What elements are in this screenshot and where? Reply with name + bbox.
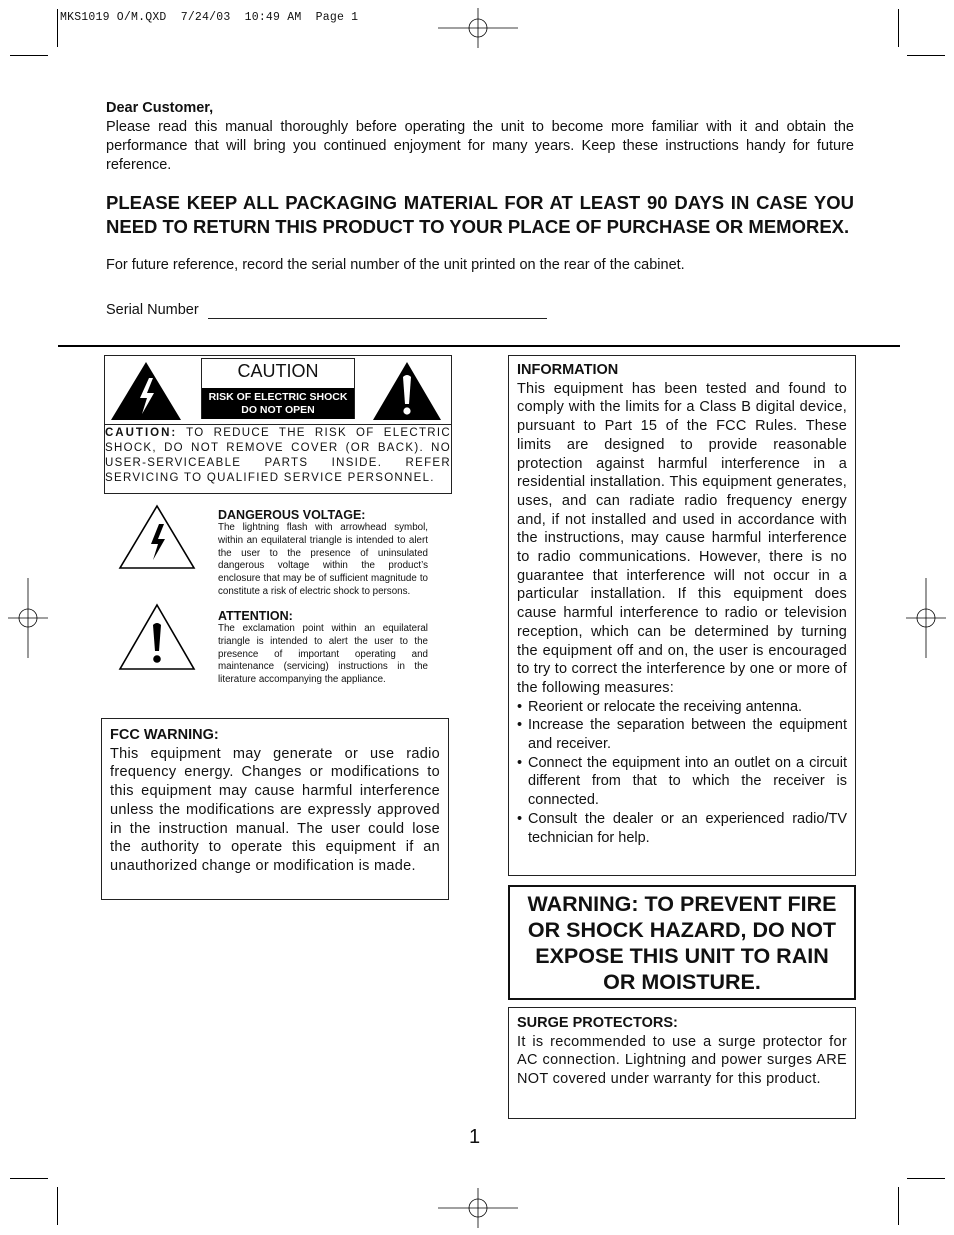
caution-label <box>201 358 355 419</box>
caution-word: CAUTION <box>237 361 319 381</box>
serial-label: Serial Number <box>106 302 199 318</box>
attention-section <box>218 609 428 687</box>
risk-of-shock-banner <box>202 388 354 419</box>
fire-shock-warning-text: WARNING: TO PREVENT FIRE OR SHOCK HAZARD, DO NOT EXPOSE THIS UNIT TO RAIN OR MOISTURE. <box>527 891 837 994</box>
crop-mark <box>10 55 48 56</box>
section-divider <box>58 345 900 347</box>
caution-rule <box>105 424 451 425</box>
list-item: • Reorient or relocate the receiving antenna. <box>517 698 847 717</box>
caution-text-body: TO REDUCE THE RISK OF ELECTRIC SHOCK, DO NOT REMOVE COVER (OR BACK). NO USER-SERVICEABLE PARTS INSIDE. REFER SERVICING TO QUALIFIED SERVICE PERSONNEL. <box>105 427 451 484</box>
dangerous-voltage-text: The lightning flash with arrowhead symbol, within an equilateral triangle is intended to alert the user to the presence of uninsulated dangerous voltage within the product’s enclosure that may be of sufficient magnitude to constitute a risk of electric shock to persons. <box>218 522 428 597</box>
print-slug: MKS1019 O/M.QXD 7/24/03 10:49 AM Page 1 <box>60 11 359 24</box>
list-item: • Connect the equipment into an outlet on a circuit different from that to which the receiver is connected. <box>517 754 847 810</box>
caution-text <box>105 426 451 486</box>
serial-instruction: For future reference, record the serial number of the unit printed on the rear of the cabinet. <box>106 257 685 273</box>
dangerous-voltage-section <box>218 508 428 599</box>
greeting <box>106 99 854 175</box>
crop-mark <box>57 9 58 47</box>
information-box <box>508 355 856 876</box>
packaging-notice: PLEASE KEEP ALL PACKAGING MATERIAL FOR AT LEAST 90 DAYS IN CASE YOU NEED TO RETURN THIS PRODUCT TO YOUR PLACE OF PURCHASE OR MEMOREX. <box>106 192 854 237</box>
surge-protectors-box <box>508 1007 856 1119</box>
registration-mark-icon <box>438 8 518 48</box>
fcc-warning-text: This equipment may generate or use radio frequency energy. Changes or modifications to this equipment may cause harmful interference unless the modifications are expressly approved in the instruction manual. The user could lose the authority to operate this equipment if an unauthorized change or modification is made. <box>110 745 440 874</box>
caution-panel <box>104 355 452 494</box>
crop-mark <box>907 55 945 56</box>
greeting-body: Please read this manual thoroughly before operating the unit to become more familiar with it and obtain the performance that will bring you continued enjoyment for many years. Keep these instructions handy for future reference. <box>106 119 854 173</box>
information-text: This equipment has been tested and found to comply with the limits for a Class B digital device, pursuant to Part 15 of the FCC Rules. These limits are designed to provide reasonable protection against harmful interference in a residential installation. This equipment generates, uses, and can radiate radio frequency energy and, if not installed and used in accordance with the instructions, may cause harmful interference to radio communications. However, there is no guarantee that interference will not occur in a particular installation. If this equipment does cause harmful interference to radio or television reception, which can be determined by turning the equipment off and on, the user is encouraged to try to correct the interference by one or more of the following measures: <box>517 380 847 696</box>
risk-line-1: RISK OF ELECTRIC SHOCK <box>208 391 348 403</box>
measures-list <box>517 698 847 848</box>
attention-title: ATTENTION: <box>218 609 293 623</box>
attention-text: The exclamation point within an equilateral triangle is intended to alert the user to the presence of important operating and maintenance (servicing) instructions in the literature accompanying the appliance. <box>218 623 428 686</box>
list-item: • Increase the separation between the equipment and receiver. <box>517 716 847 753</box>
surge-text: It is recommended to use a surge protector for AC connection. Lightning and power surges ARE NOT covered under warranty for this product. <box>517 1033 847 1088</box>
crop-mark <box>898 9 899 47</box>
serial-number-blank <box>208 318 547 319</box>
exclamation-triangle-icon <box>371 360 443 422</box>
list-item: • Consult the dealer or an experienced radio/TV technician for help. <box>517 810 847 847</box>
lightning-triangle-icon <box>109 360 183 422</box>
greeting-title: Dear Customer, <box>106 100 214 116</box>
fcc-warning-box <box>101 718 449 900</box>
crop-mark <box>10 1178 48 1179</box>
dangerous-voltage-title: DANGEROUS VOLTAGE: <box>218 508 366 522</box>
registration-mark-icon <box>8 578 48 658</box>
exclamation-triangle-icon <box>118 603 196 671</box>
page-number: 1 <box>469 1126 481 1148</box>
crop-mark <box>907 1178 945 1179</box>
registration-mark-icon <box>906 578 946 658</box>
caution-text-lead: CAUTION: <box>105 427 178 439</box>
risk-line-2: DO NOT OPEN <box>241 404 315 416</box>
lightning-triangle-icon <box>118 504 196 570</box>
fcc-warning-title: FCC WARNING: <box>110 727 219 743</box>
information-title: INFORMATION <box>517 362 619 378</box>
crop-mark <box>57 1187 58 1225</box>
registration-mark-icon <box>438 1188 518 1228</box>
surge-title: SURGE PROTECTORS: <box>517 1015 678 1031</box>
crop-mark <box>898 1187 899 1225</box>
fire-shock-warning-box <box>508 885 856 1000</box>
